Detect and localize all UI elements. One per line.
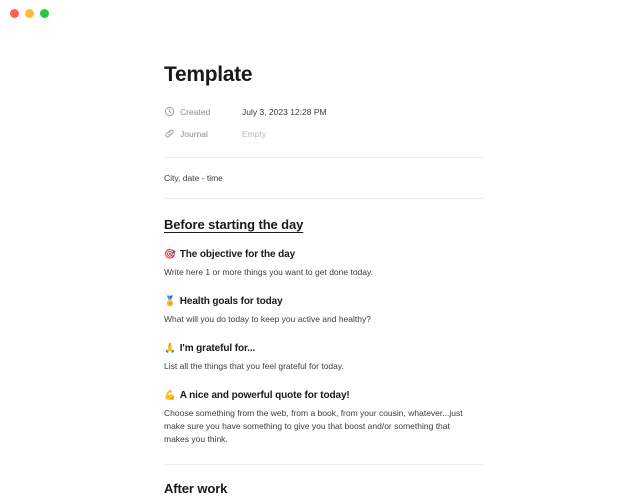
window-controls — [10, 9, 49, 18]
block-text-grateful[interactable]: List all the things that you feel grateful for today. — [164, 361, 344, 371]
divider-top — [164, 157, 484, 158]
block-heading-objective[interactable] — [164, 249, 484, 260]
section-heading-before-starting-the-day[interactable]: Before starting the day — [164, 217, 304, 232]
clock-icon — [164, 106, 175, 117]
block-heading-quote-text: A nice and powerful quote for today! — [179, 390, 350, 401]
property-value-created[interactable]: July 3, 2023 12:28 PM — [242, 106, 327, 117]
block-text-objective[interactable]: Write here 1 or more things you want to get done today. — [164, 267, 373, 277]
property-row-journal[interactable] — [164, 124, 484, 143]
page-properties — [164, 102, 484, 143]
page-title[interactable]: Template — [164, 63, 253, 86]
property-value-journal[interactable]: Empty — [242, 128, 267, 139]
block-heading-objective-text: The objective for the day — [179, 249, 296, 260]
maximize-button[interactable] — [40, 9, 49, 18]
property-label-created — [164, 106, 242, 117]
block-heading-health-goals[interactable] — [164, 296, 484, 307]
document-body — [0, 62, 640, 496]
property-row-created[interactable] — [164, 102, 484, 121]
link-icon — [164, 128, 175, 139]
block-text-health-goals[interactable]: What will you do today to keep you active and healthy? — [164, 314, 371, 324]
minimize-button[interactable] — [25, 9, 34, 18]
property-name-journal: Journal — [180, 128, 208, 139]
block-heading-grateful[interactable] — [164, 343, 484, 354]
medal-icon: 🏅 — [164, 296, 176, 307]
property-label-journal — [164, 128, 242, 139]
praying-hands-icon: 🙏 — [164, 343, 176, 354]
divider-intro — [164, 198, 484, 199]
target-icon: 🎯 — [164, 249, 176, 260]
window-titlebar — [0, 0, 640, 26]
block-text-quote[interactable]: Choose something from the web, from a book, from your cousin, whatever...just make sure you have something to give you that boost and/or something that makes you think. — [164, 408, 463, 444]
section-heading-after-work[interactable]: After work — [164, 481, 228, 496]
block-heading-health-goals-text: Health goals for today — [179, 296, 283, 307]
divider-section — [164, 464, 484, 465]
property-name-created: Created — [180, 106, 211, 117]
intro-line[interactable]: City, date - time — [164, 173, 223, 183]
close-button[interactable] — [10, 9, 19, 18]
flexed-biceps-icon: 💪 — [164, 390, 176, 401]
block-heading-grateful-text: I'm grateful for... — [179, 343, 256, 354]
block-heading-quote[interactable] — [164, 390, 484, 401]
